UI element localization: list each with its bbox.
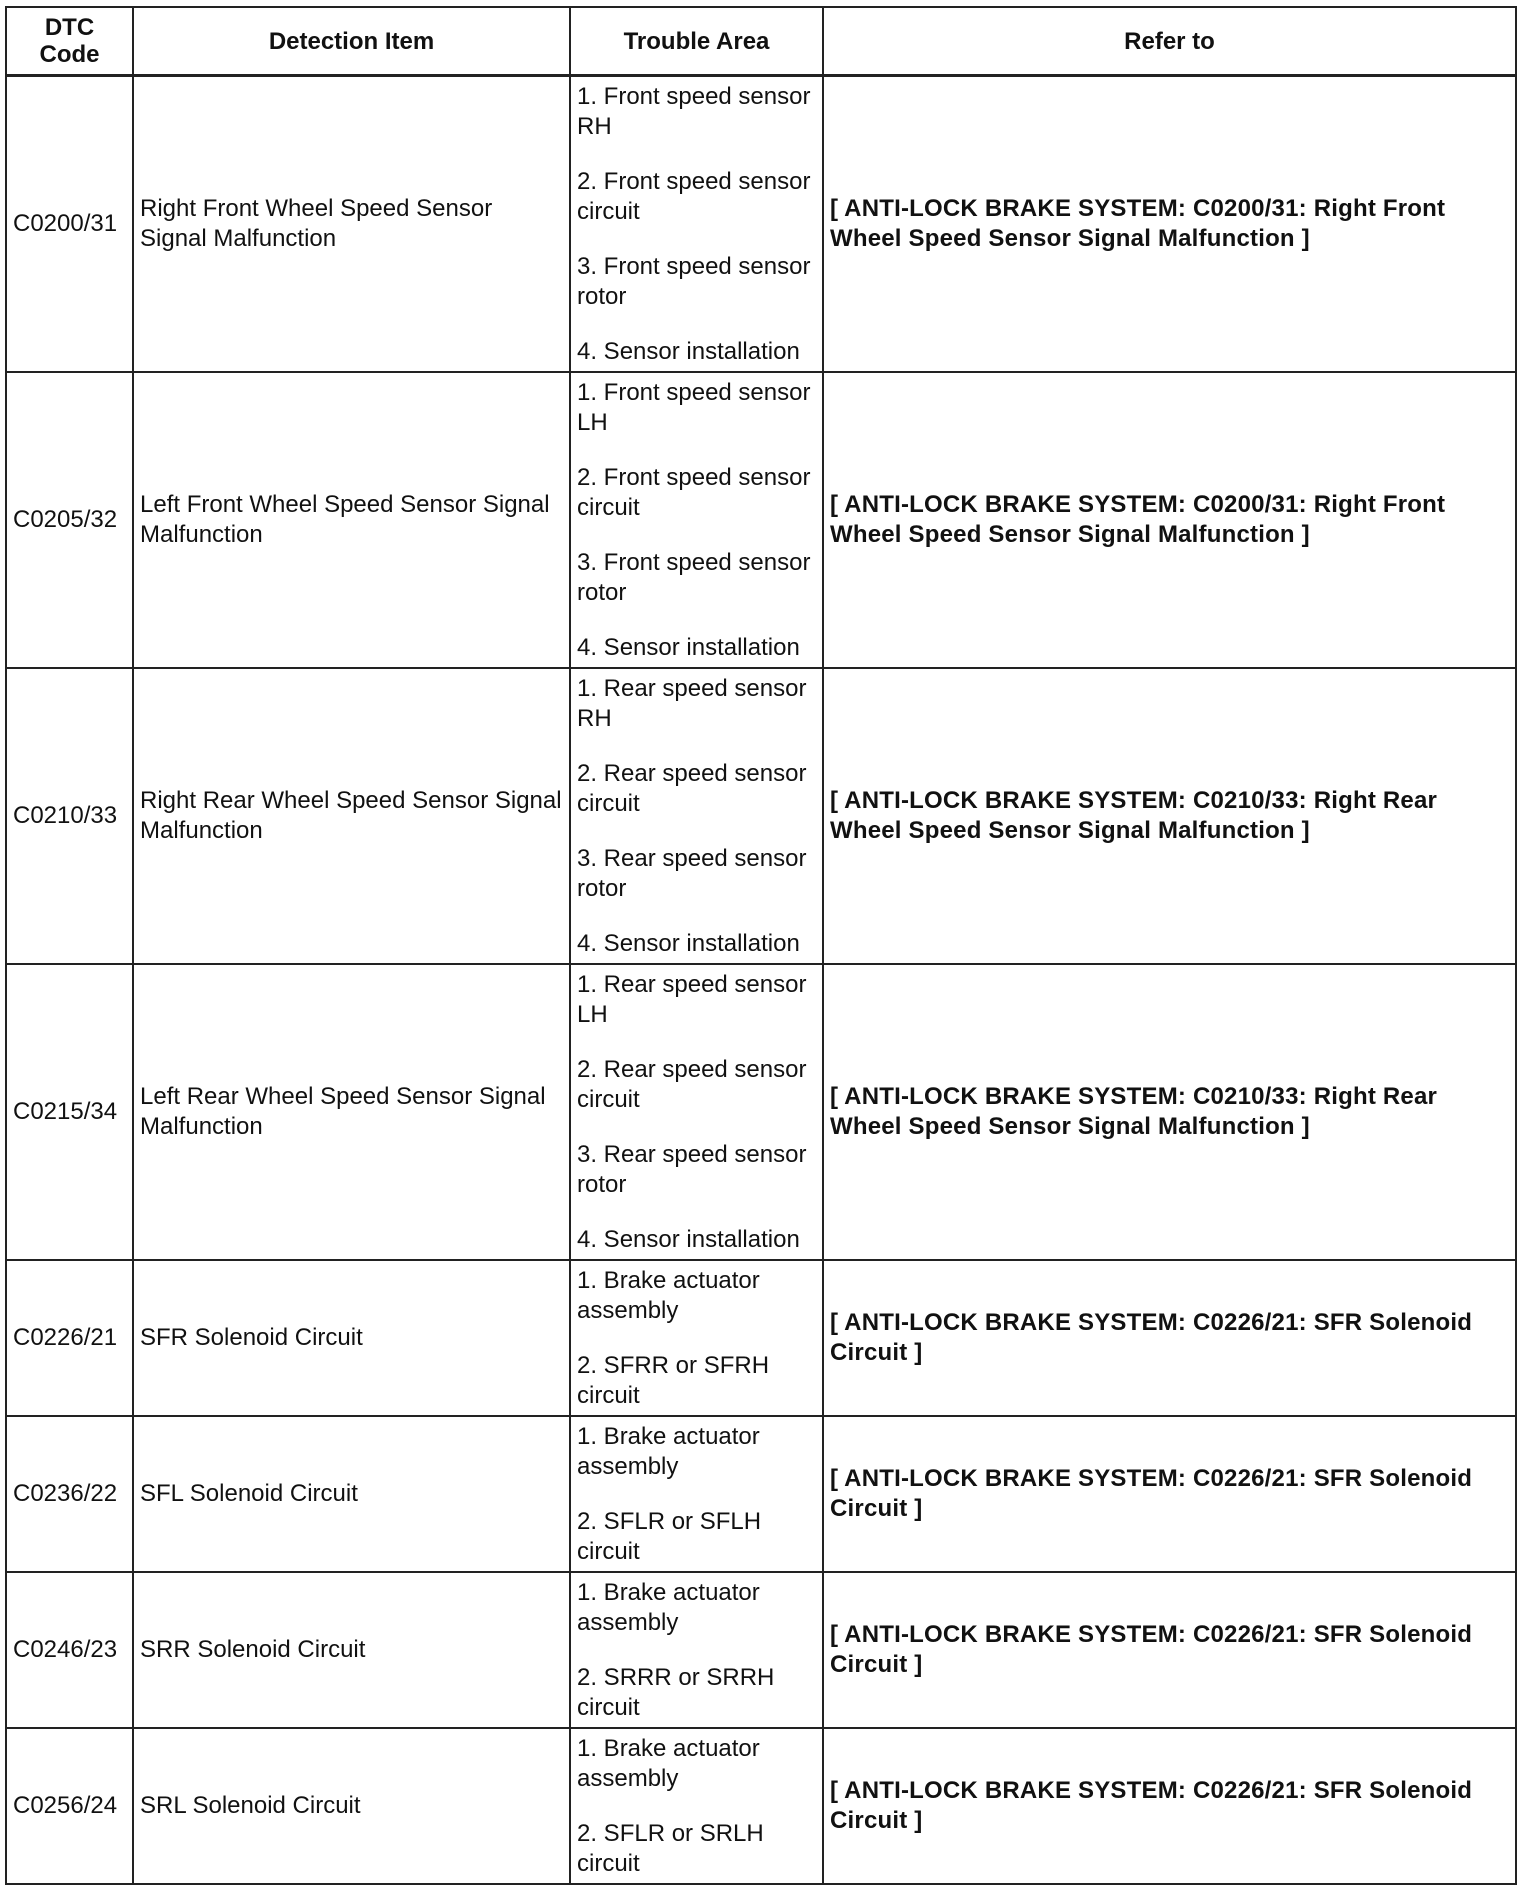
trouble-area-item: 1. Brake actuator assembly: [577, 1578, 760, 1636]
table-row: [6, 76, 1516, 373]
trouble-area-list: [577, 970, 816, 1255]
refer-to-link[interactable]: [ ANTI-LOCK BRAKE SYSTEM: C0226/21: SFR Solenoid Circuit ]: [823, 1728, 1516, 1884]
table-row: [6, 668, 1516, 964]
detection-item-cell: SRL Solenoid Circuit: [133, 1728, 570, 1884]
detection-item-cell: Left Rear Wheel Speed Sensor Signal Malfunction: [133, 964, 570, 1260]
dtc-code-cell: C0226/21: [6, 1260, 133, 1416]
trouble-area-item: 2. Front speed sensor circuit: [577, 167, 811, 225]
table-header-row: [6, 7, 1516, 76]
trouble-area-item: 1. Brake actuator assembly: [577, 1734, 760, 1792]
trouble-area-item: 1. Rear speed sensor LH: [577, 970, 807, 1028]
detection-item-cell: SFR Solenoid Circuit: [133, 1260, 570, 1416]
trouble-area-list: [577, 674, 816, 959]
table-row: [6, 1572, 1516, 1728]
trouble-area-cell: [570, 964, 823, 1260]
table-row: [6, 964, 1516, 1260]
dtc-code-cell: C0236/22: [6, 1416, 133, 1572]
dtc-table: [5, 6, 1517, 1885]
trouble-area-item: 4. Sensor installation: [577, 1225, 800, 1253]
trouble-area-list: [577, 1266, 816, 1411]
table-row: [6, 372, 1516, 668]
refer-to-link[interactable]: [ ANTI-LOCK BRAKE SYSTEM: C0226/21: SFR Solenoid Circuit ]: [823, 1572, 1516, 1728]
table-row: [6, 1416, 1516, 1572]
dtc-code-cell: C0215/34: [6, 964, 133, 1260]
trouble-area-cell: [570, 1416, 823, 1572]
refer-to-link[interactable]: [ ANTI-LOCK BRAKE SYSTEM: C0200/31: Right Front Wheel Speed Sensor Signal Malfunction ]: [823, 372, 1516, 668]
trouble-area-item: 3. Rear speed sensor rotor: [577, 1140, 807, 1198]
trouble-area-item: 3. Front speed sensor rotor: [577, 252, 811, 310]
trouble-area-item: 4. Sensor installation: [577, 337, 800, 365]
detection-item-cell: Right Front Wheel Speed Sensor Signal Malfunction: [133, 76, 570, 373]
trouble-area-list: [577, 1422, 816, 1567]
dtc-code-cell: C0210/33: [6, 668, 133, 964]
trouble-area-item: 1. Brake actuator assembly: [577, 1422, 760, 1480]
header-dtc-code: DTC Code: [6, 7, 133, 76]
refer-to-link[interactable]: [ ANTI-LOCK BRAKE SYSTEM: C0210/33: Right Rear Wheel Speed Sensor Signal Malfunction ]: [823, 964, 1516, 1260]
detection-item-cell: SFL Solenoid Circuit: [133, 1416, 570, 1572]
trouble-area-item: 2. Front speed sensor circuit: [577, 463, 811, 521]
trouble-area-item: 1. Front speed sensor RH: [577, 82, 811, 140]
trouble-area-item: 3. Rear speed sensor rotor: [577, 844, 807, 902]
refer-to-link[interactable]: [ ANTI-LOCK BRAKE SYSTEM: C0210/33: Right Rear Wheel Speed Sensor Signal Malfunction ]: [823, 668, 1516, 964]
trouble-area-item: 4. Sensor installation: [577, 929, 800, 957]
trouble-area-item: 4. Sensor installation: [577, 633, 800, 661]
trouble-area-cell: [570, 1572, 823, 1728]
dtc-code-cell: C0256/24: [6, 1728, 133, 1884]
table-row: [6, 1260, 1516, 1416]
dtc-code-cell: C0205/32: [6, 372, 133, 668]
detection-item-cell: Left Front Wheel Speed Sensor Signal Malfunction: [133, 372, 570, 668]
trouble-area-item: 2. SRRR or SRRH circuit: [577, 1663, 775, 1721]
trouble-area-cell: [570, 1260, 823, 1416]
detection-item-cell: Right Rear Wheel Speed Sensor Signal Malfunction: [133, 668, 570, 964]
trouble-area-item: 1. Front speed sensor LH: [577, 378, 811, 436]
trouble-area-list: [577, 378, 816, 663]
trouble-area-item: 2. SFLR or SFLH circuit: [577, 1507, 762, 1565]
header-trouble-area: Trouble Area: [570, 7, 823, 76]
refer-to-link[interactable]: [ ANTI-LOCK BRAKE SYSTEM: C0226/21: SFR Solenoid Circuit ]: [823, 1416, 1516, 1572]
trouble-area-item: 2. SFRR or SFRH circuit: [577, 1351, 770, 1409]
dtc-code-cell: C0200/31: [6, 76, 133, 373]
trouble-area-item: 2. Rear speed sensor circuit: [577, 1055, 807, 1113]
dtc-code-cell: C0246/23: [6, 1572, 133, 1728]
trouble-area-cell: [570, 76, 823, 373]
trouble-area-list: [577, 82, 816, 367]
trouble-area-cell: [570, 668, 823, 964]
trouble-area-item: 2. SFLR or SRLH circuit: [577, 1819, 764, 1877]
trouble-area-cell: [570, 1728, 823, 1884]
trouble-area-item: 3. Front speed sensor rotor: [577, 548, 811, 606]
header-refer-to: Refer to: [823, 7, 1516, 76]
header-detection-item: Detection Item: [133, 7, 570, 76]
trouble-area-cell: [570, 372, 823, 668]
trouble-area-list: [577, 1578, 816, 1723]
table-row: [6, 1728, 1516, 1884]
trouble-area-item: 2. Rear speed sensor circuit: [577, 759, 807, 817]
trouble-area-list: [577, 1734, 816, 1879]
trouble-area-item: 1. Brake actuator assembly: [577, 1266, 760, 1324]
trouble-area-item: 1. Rear speed sensor RH: [577, 674, 807, 732]
detection-item-cell: SRR Solenoid Circuit: [133, 1572, 570, 1728]
refer-to-link[interactable]: [ ANTI-LOCK BRAKE SYSTEM: C0200/31: Right Front Wheel Speed Sensor Signal Malfunction ]: [823, 76, 1516, 373]
refer-to-link[interactable]: [ ANTI-LOCK BRAKE SYSTEM: C0226/21: SFR Solenoid Circuit ]: [823, 1260, 1516, 1416]
